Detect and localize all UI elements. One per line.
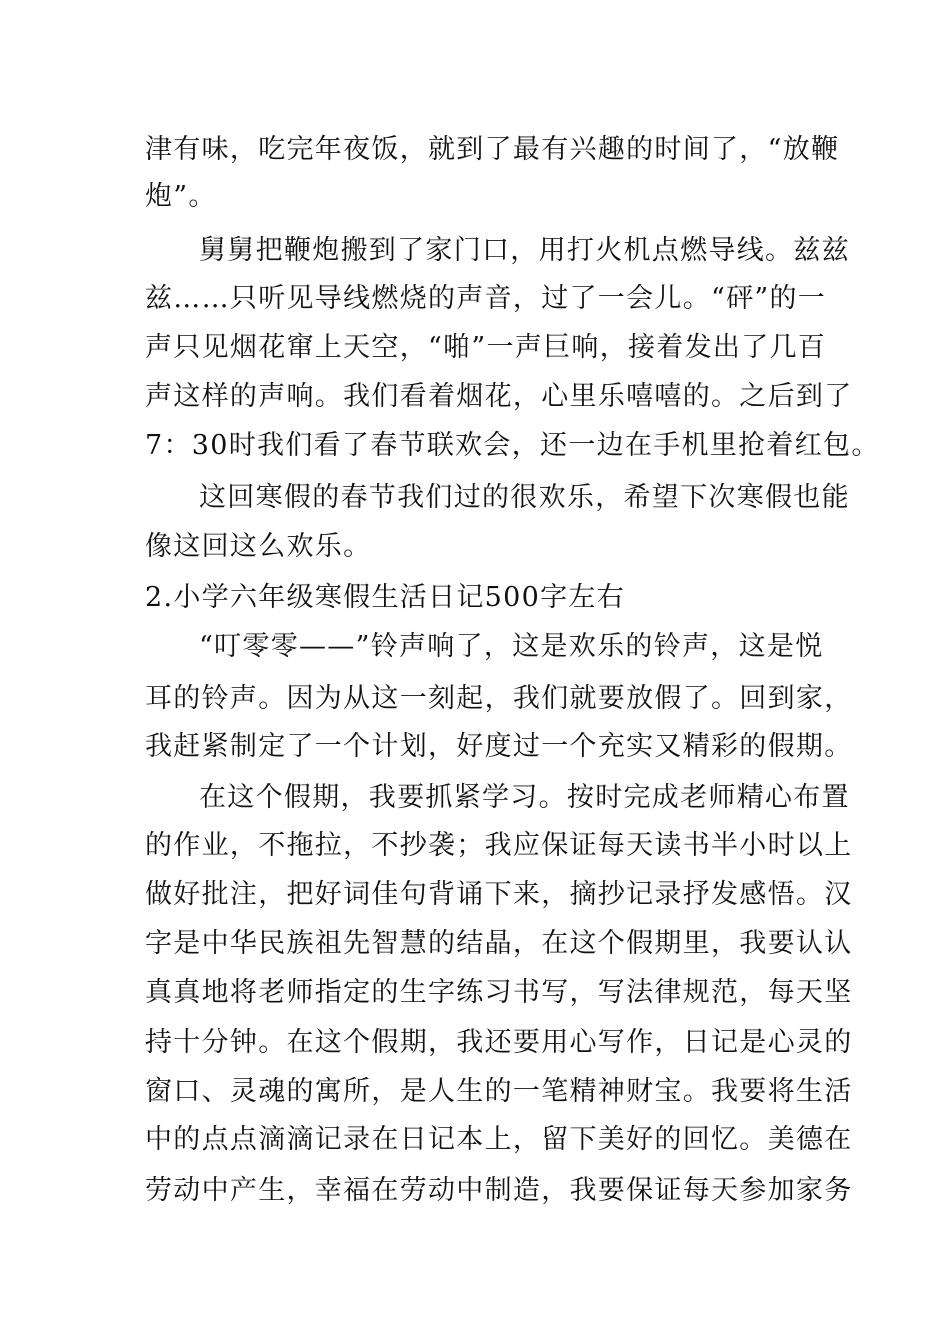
text-line: 劳动中产生，幸福在劳动中制造，我要保证每天参加家务 — [145, 1175, 853, 1206]
text-line: 窗口、灵魂的寓所，是人生的一笔精神财宝。我要将生活 — [145, 1076, 853, 1107]
text-line: 这回寒假的春节我们过的很欢乐，希望下次寒假也能 — [199, 482, 850, 513]
text-line: 炮”。 — [145, 181, 217, 212]
section-heading: 2.小学六年级寒假生活日记500字左右 — [145, 582, 625, 613]
text-line: 像这回这么欢乐。 — [145, 531, 372, 562]
text-line: 津有味，吃完年夜饭，就到了最有兴趣的时间了，“放鞭 — [145, 134, 840, 165]
text-line: “叮零零——”铃声响了，这是欢乐的铃声，这是悦 — [199, 631, 824, 662]
text-line: 做好批注，把好词佳句背诵下来，摘抄记录抒发感悟。汉 — [145, 879, 853, 910]
text-line: 耳的铃声。因为从这一刻起，我们就要放假了。回到家， — [145, 683, 853, 714]
text-line: 声这样的声响。我们看着烟花，心里乐嘻嘻的。之后到了 — [145, 381, 853, 412]
text-line: 真真地将老师指定的生字练习书写，写法律规范，每天坚 — [145, 977, 853, 1008]
text-line: 字是中华民族祖先智慧的结晶，在这个假期里，我要认认 — [145, 928, 853, 959]
text-line: 舅舅把鞭炮搬到了家门口，用打火机点燃导线。兹兹 — [199, 235, 850, 266]
text-line: 兹……只听见导线燃烧的声音，过了一会儿。“砰”的一 — [145, 283, 827, 314]
text-line: 7：30时我们看了春节联欢会，还一边在手机里抢着红包。 — [145, 430, 880, 461]
text-line: 的作业，不拖拉，不抄袭；我应保证每天读书半小时以上 — [145, 830, 853, 861]
text-line: 中的点点滴滴记录在日记本上，留下美好的回忆。美德在 — [145, 1124, 853, 1155]
text-line: 我赶紧制定了一个计划，好度过一个充实又精彩的假期。 — [145, 731, 853, 762]
text-line: 在这个假期，我要抓紧学习。按时完成老师精心布置 — [199, 782, 850, 813]
text-line: 持十分钟。在这个假期，我还要用心写作，日记是心灵的 — [145, 1027, 853, 1058]
text-line: 声只见烟花窜上天空，“啪”一声巨响，接着发出了几百 — [145, 332, 827, 363]
